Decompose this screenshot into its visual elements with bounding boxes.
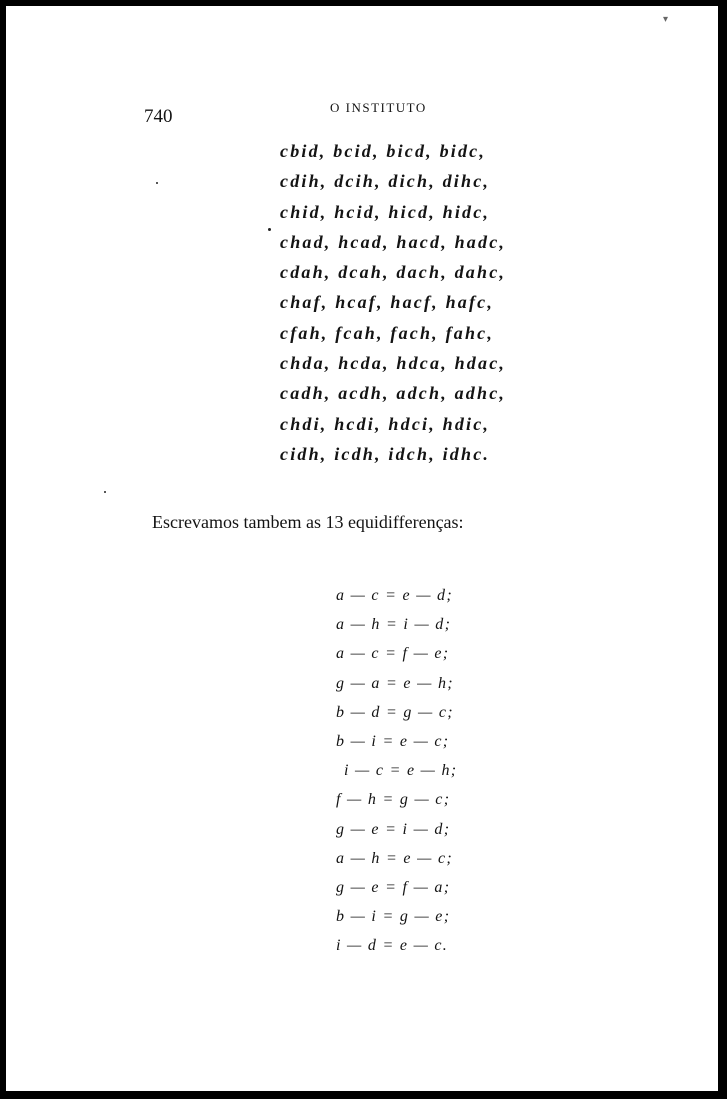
ink-speck (268, 228, 271, 231)
equidifference-line: f — h = g — c; (336, 791, 451, 809)
permutation-line: cadh, acdh, adch, adhc, (280, 383, 507, 404)
permutation-list (280, 136, 506, 469)
permutation-line: cfah, fcah, fach, fahc, (280, 322, 495, 343)
equidifference-line: i — c = e — h; (344, 762, 458, 780)
permutation-line: cdih, dcih, dich, dihc, (280, 171, 491, 192)
equidifference-line: b — i = g — e; (336, 908, 451, 926)
permutation-line: chda, hcda, hdca, hdac, (280, 353, 507, 374)
permutation-line: cdah, dcah, dach, dahc, (280, 262, 507, 283)
equidifference-line: a — h = e — c; (336, 849, 453, 867)
intro-sentence: Escrevamos tambem as 13 equidifferenças: (152, 512, 464, 532)
book-page (6, 6, 718, 1091)
permutation-line: chid, hcid, hicd, hidc, (280, 201, 491, 222)
equidifference-line: a — c = f — e; (336, 645, 450, 663)
equidifference-line: g — e = i — d; (336, 820, 451, 838)
page-number: 740 (144, 106, 173, 127)
equidifference-line: g — a = e — h; (336, 674, 454, 692)
corner-mark: ▾ (662, 14, 668, 25)
equidifference-line: b — i = e — c; (336, 732, 450, 750)
permutation-line: cidh, icdh, idch, idhc. (280, 443, 491, 464)
permutation-line: chaf, hcaf, hacf, hafc, (280, 292, 495, 313)
equidifference-line: a — h = i — d; (336, 616, 452, 634)
equidifference-line: b — d = g — c; (336, 703, 454, 721)
permutation-line: chdi, hcdi, hdci, hdic, (280, 413, 491, 434)
equidifference-list (336, 581, 457, 960)
permutation-line: cbid, bcid, bicd, bidc, (280, 141, 487, 161)
equidifference-line: g — e = f — a; (336, 878, 451, 896)
ink-speck (156, 182, 158, 184)
permutation-line: chad, hcad, hacd, hadc, (280, 231, 507, 252)
ink-speck (104, 491, 106, 493)
equidifference-line: i — d = e — c. (336, 937, 449, 955)
equidifference-line: a — c = e — d; (336, 587, 453, 604)
running-title: O INSTITUTO (330, 100, 427, 115)
